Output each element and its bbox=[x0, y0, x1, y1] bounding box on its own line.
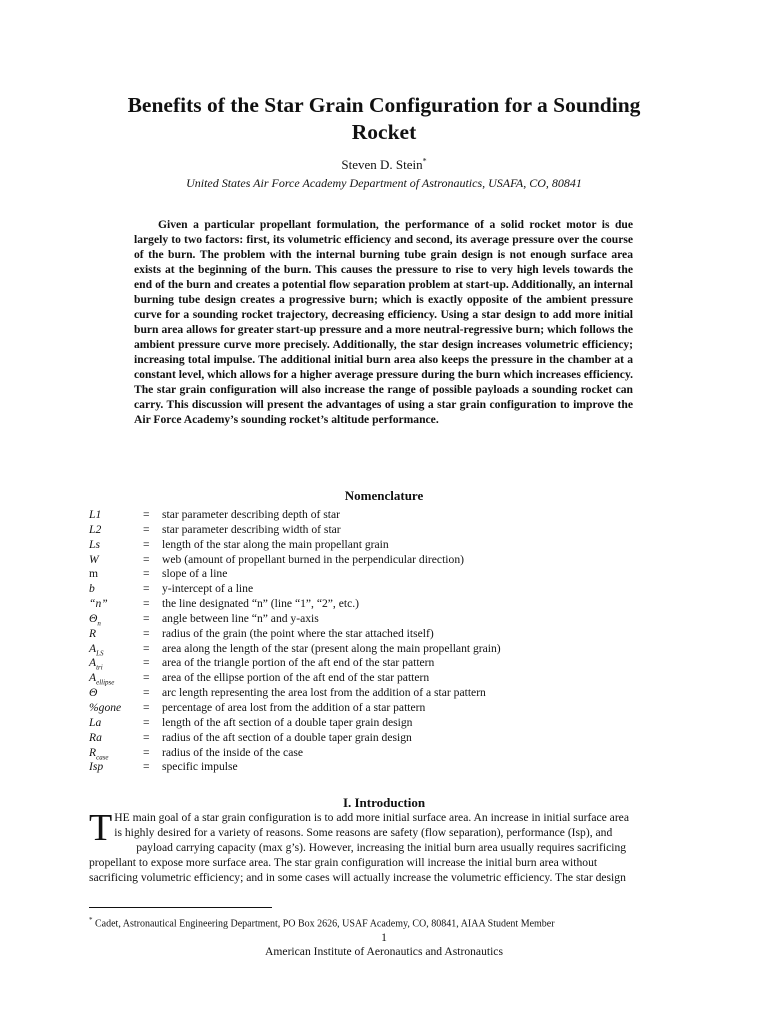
nomenclature-symbol bbox=[89, 523, 143, 538]
symbol-subscript: LS bbox=[96, 648, 104, 657]
nomenclature-description: area of the triangle portion of the aft end of the star pattern bbox=[162, 656, 435, 670]
symbol-base: b bbox=[89, 582, 95, 596]
footnote bbox=[89, 916, 689, 929]
nomenclature-symbol bbox=[89, 671, 143, 686]
symbol-subscript: case bbox=[96, 752, 109, 761]
abstract: Given a particular propellant formulation, the performance of a solid rocket motor is due largely to two factors: first, its volumetric efficiency and second, its average pressure over the course of the burn. The problem with the internal burning tube grain design is not enough surface area exists at the beginning of the burn. This causes the pressure to rise to very high levels towards the end of the burn and creates a potential flow separation problem at start-up. Additionally, an internal burning tube design creates a progressive burn; which is exactly opposite of the ambient pressure curve for a sounding rocket trajectory, decreasing efficiency. Using a star design to add more initial burn area allows for greater start-up pressure and a more neutral-regressive burn; which follows the ambient pressure curve more precisely. Additionally, the star design increases volumetric efficiency; increasing total impulse. The additional initial burn area also keeps the pressure in the chamber at a constant level, which allows for a higher average pressure during the burn which increases efficiency. The star grain configuration will also increase the range of possible payloads a sounding rocket can carry. This discussion will present the advantages of using a star grain configuration to improve the Air Force Academy’s sounding rocket’s altitude performance. bbox=[134, 218, 633, 426]
nomenclature-symbol bbox=[89, 553, 143, 568]
intro-line: payload carrying capacity (max g’s). However, increasing the initial burn area usually requires sacrificing bbox=[136, 841, 627, 854]
footnote-divider bbox=[89, 907, 272, 908]
author-affiliation: United States Air Force Academy Department of Astronautics, USAFA, CO, 80841 bbox=[186, 176, 582, 190]
nomenclature-row bbox=[89, 716, 689, 731]
symbol-base: A bbox=[89, 641, 97, 655]
equals-sign: = bbox=[143, 656, 150, 670]
drop-cap: T bbox=[89, 807, 113, 849]
nomenclature-description: radius of the grain (the point where the star attached itself) bbox=[162, 626, 434, 640]
symbol-base: Isp bbox=[89, 760, 104, 774]
symbol-base: R bbox=[89, 626, 97, 640]
nomenclature-row bbox=[89, 597, 689, 612]
footnote-text: Cadet, Astronautical Engineering Department, PO Box 2626, USAF Academy, CO, 80841, AIAA Student Member bbox=[92, 918, 555, 930]
nomenclature-description: y-intercept of a line bbox=[162, 582, 254, 596]
nomenclature-row bbox=[89, 671, 689, 686]
equals-sign: = bbox=[143, 730, 150, 744]
nomenclature-symbol bbox=[89, 686, 143, 701]
equals-sign: = bbox=[143, 760, 150, 774]
nomenclature-row bbox=[89, 656, 689, 671]
nomenclature-description: specific impulse bbox=[162, 760, 238, 774]
nomenclature-description: length of the aft section of a double taper grain design bbox=[162, 715, 413, 729]
intro-line: is highly desired for a variety of reasons. Some reasons are safety (flow separation), performance (Isp), and bbox=[114, 826, 613, 839]
equals-sign: = bbox=[143, 626, 150, 640]
nomenclature-description: the line designated “n” (line “1”, “2”, etc.) bbox=[162, 597, 359, 611]
symbol-base: Θ bbox=[89, 611, 98, 625]
nomenclature-description: radius of the inside of the case bbox=[162, 745, 304, 759]
nomenclature-symbol bbox=[89, 508, 143, 523]
nomenclature-symbol bbox=[89, 656, 143, 671]
nomenclature-row bbox=[89, 686, 689, 701]
equals-sign: = bbox=[143, 745, 150, 759]
nomenclature-symbol bbox=[89, 731, 143, 746]
nomenclature-symbol bbox=[89, 567, 143, 582]
equals-sign: = bbox=[143, 508, 150, 521]
equals-sign: = bbox=[143, 700, 150, 714]
nomenclature-row bbox=[89, 553, 689, 568]
equals-sign: = bbox=[143, 522, 150, 536]
nomenclature-description: length of the star along the main propellant grain bbox=[162, 537, 389, 551]
equals-sign: = bbox=[143, 641, 150, 655]
equals-sign: = bbox=[143, 552, 150, 566]
footnote-marker: * bbox=[89, 916, 93, 924]
nomenclature-list bbox=[89, 508, 689, 775]
symbol-base: La bbox=[89, 715, 102, 729]
symbol-base: W bbox=[89, 552, 99, 566]
symbol-base: %gone bbox=[89, 700, 122, 714]
symbol-subscript: n bbox=[97, 619, 101, 628]
nomenclature-description: slope of a line bbox=[162, 567, 228, 581]
equals-sign: = bbox=[143, 597, 150, 611]
nomenclature-description: star parameter describing depth of star bbox=[162, 508, 341, 521]
equals-sign: = bbox=[143, 715, 150, 729]
nomenclature-description: area along the length of the star (present along the main propellant grain) bbox=[162, 641, 501, 655]
nomenclature-description: web (amount of propellant burned in the perpendicular direction) bbox=[162, 552, 464, 566]
symbol-base: A bbox=[89, 656, 97, 670]
introduction-text bbox=[89, 807, 681, 885]
nomenclature-symbol bbox=[89, 627, 143, 642]
nomenclature-row bbox=[89, 612, 689, 627]
nomenclature-symbol bbox=[89, 582, 143, 597]
nomenclature-symbol bbox=[89, 642, 143, 657]
equals-sign: = bbox=[143, 567, 150, 581]
page-number: 1 bbox=[381, 931, 387, 944]
nomenclature-row bbox=[89, 760, 689, 775]
nomenclature-row bbox=[89, 523, 689, 538]
nomenclature-row bbox=[89, 701, 689, 716]
nomenclature-row bbox=[89, 582, 689, 597]
nomenclature-symbol bbox=[89, 612, 143, 627]
nomenclature-symbol bbox=[89, 597, 143, 612]
symbol-base: R bbox=[89, 745, 97, 759]
equals-sign: = bbox=[143, 671, 150, 685]
author-footnote-marker: * bbox=[422, 156, 427, 166]
equals-sign: = bbox=[143, 686, 150, 700]
equals-sign: = bbox=[143, 537, 150, 551]
nomenclature-row bbox=[89, 642, 689, 657]
nomenclature-description: angle between line “n” and y-axis bbox=[162, 611, 319, 625]
nomenclature-description: area of the ellipse portion of the aft end of the star pattern bbox=[162, 671, 430, 685]
author-line bbox=[0, 157, 768, 173]
equals-sign: = bbox=[143, 611, 150, 625]
nomenclature-description: arc length representing the area lost from the addition of a star pattern bbox=[162, 686, 486, 700]
symbol-subscript: ellipse bbox=[96, 678, 115, 687]
nomenclature-description: radius of the aft section of a double taper grain design bbox=[162, 730, 412, 744]
nomenclature-symbol bbox=[89, 716, 143, 731]
nomenclature-row bbox=[89, 567, 689, 582]
symbol-base: L2 bbox=[89, 522, 102, 536]
symbol-base: Θ bbox=[89, 686, 98, 700]
nomenclature-symbol bbox=[89, 760, 143, 775]
symbol-base: A bbox=[89, 671, 97, 685]
nomenclature-symbol bbox=[89, 746, 143, 761]
nomenclature-heading: Nomenclature bbox=[344, 488, 424, 503]
symbol-subscript: tri bbox=[96, 663, 103, 672]
nomenclature-symbol bbox=[89, 538, 143, 553]
symbol-base: Ra bbox=[89, 730, 102, 744]
intro-line: HE main goal of a star grain configuration is to add more initial surface area. An increase in initial surface area bbox=[114, 811, 629, 824]
author-name: Steven D. Stein bbox=[341, 157, 423, 172]
equals-sign: = bbox=[143, 582, 150, 596]
nomenclature-description: percentage of area lost from the addition of a star pattern bbox=[162, 700, 426, 714]
symbol-base: Ls bbox=[89, 537, 100, 551]
nomenclature-row bbox=[89, 538, 689, 553]
nomenclature-description: star parameter describing width of star bbox=[162, 522, 341, 536]
intro-line: propellant to expose more surface area. The star grain configuration will increase the initial burn area without bbox=[89, 856, 598, 869]
intro-line: sacrificing volumetric efficiency; and in some cases will actually increase the volumetric efficiency. The star design bbox=[89, 871, 626, 884]
paper-title: Benefits of the Star Grain Configuration for a Sounding Rocket bbox=[127, 93, 641, 144]
nomenclature-symbol bbox=[89, 701, 143, 716]
nomenclature-row bbox=[89, 746, 689, 761]
nomenclature-row bbox=[89, 508, 689, 523]
symbol-base: L1 bbox=[89, 508, 102, 521]
nomenclature-row bbox=[89, 627, 689, 642]
symbol-base: “n” bbox=[89, 597, 108, 611]
page-footer: American Institute of Aeronautics and Astronautics bbox=[265, 945, 503, 958]
section-heading-introduction: I. Introduction bbox=[342, 795, 426, 810]
symbol-base: m bbox=[89, 567, 99, 581]
nomenclature-row bbox=[89, 731, 689, 746]
